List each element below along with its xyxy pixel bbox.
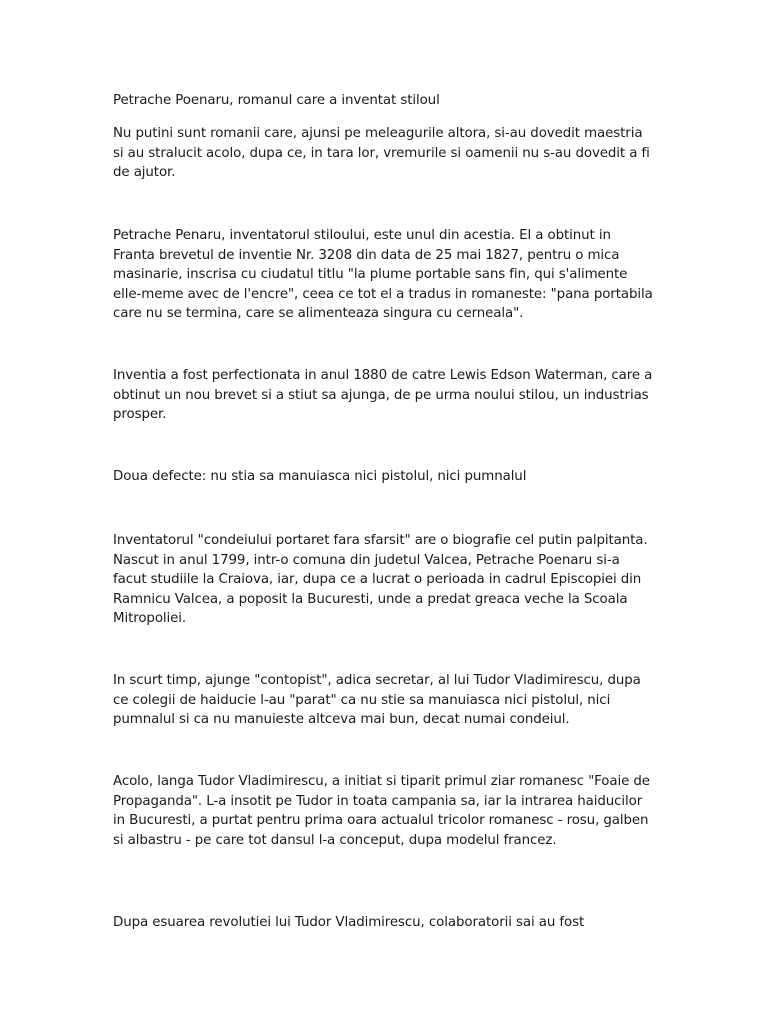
document-title: Petrache Poenaru, romanul care a inventat stiloul	[113, 93, 440, 108]
paragraph-biography: Inventatorul "condeiului portaret fara sfarsit" are o biografie cel putin palpitanta. Nascut in anul 1799, intr-o comuna din judetul Valcea, Petrache Poenaru si-a facut studiile la Craiova, iar, dupa ce a lucrat o perioada in cadrul Episcopiei din Ramnicu Valcea, a poposit la Bucuresti, unde a predat greaca veche la Scoala Mitropoliei.	[113, 533, 648, 627]
paragraph-waterman: Inventia a fost perfectionata in anul 1880 de catre Lewis Edson Waterman, care a obtinut un nou brevet si a stiut sa ajunga, de pe urma noului stilou, un industrias prosper.	[113, 368, 653, 423]
section-heading-defects: Doua defecte: nu stia sa manuiasca nici pistolul, nici pumnalul	[113, 469, 527, 484]
paragraph-intro: Nu putini sunt romanii care, ajunsi pe meleagurile altora, si-au dovedit maestria si au stralucit acolo, dupa ce, in tara lor, vremurile si oamenii nu s-au dovedit a fi de ajutor.	[113, 126, 650, 181]
paragraph-contopist: In scurt timp, ajunge "contopist", adica secretar, al lui Tudor Vladimirescu, dupa ce colegii de haiducie l-au "parat" ca nu stie sa manuiasca nici pistolul, nici pumnalul si ca nu manuieste altceva mai bun, decat numai condeiul.	[113, 673, 641, 728]
paragraph-patent: Petrache Penaru, inventatorul stiloului, este unul din acestia. El a obtinut in Franta brevetul de inventie Nr. 3208 din data de 25 mai 1827, pentru o mica masinarie, inscrisa cu ciudatul titlu "la plume portable sans fin, qui s'alimente elle-meme avec de l'encre", ceea ce tot el a tradus in romaneste: "pana portabila care nu se termina, care se alimenteaza singura cu cerneala".	[113, 228, 653, 322]
paragraph-foaie: Acolo, langa Tudor Vladimirescu, a initiat si tiparit primul ziar romanesc "Foaie de Propaganda". L-a insotit pe Tudor in toata campania sa, iar la intrarea haiducilor in Bucuresti, a purtat pentru prima oara actualul tricolor romanesc - rosu, galben si albastru - pe care tot dansul l-a conceput, dupa modelul francez.	[113, 774, 650, 848]
paragraph-aftermath: Dupa esuarea revolutiei lui Tudor Vladimirescu, colaboratorii sai au fost	[113, 915, 585, 930]
